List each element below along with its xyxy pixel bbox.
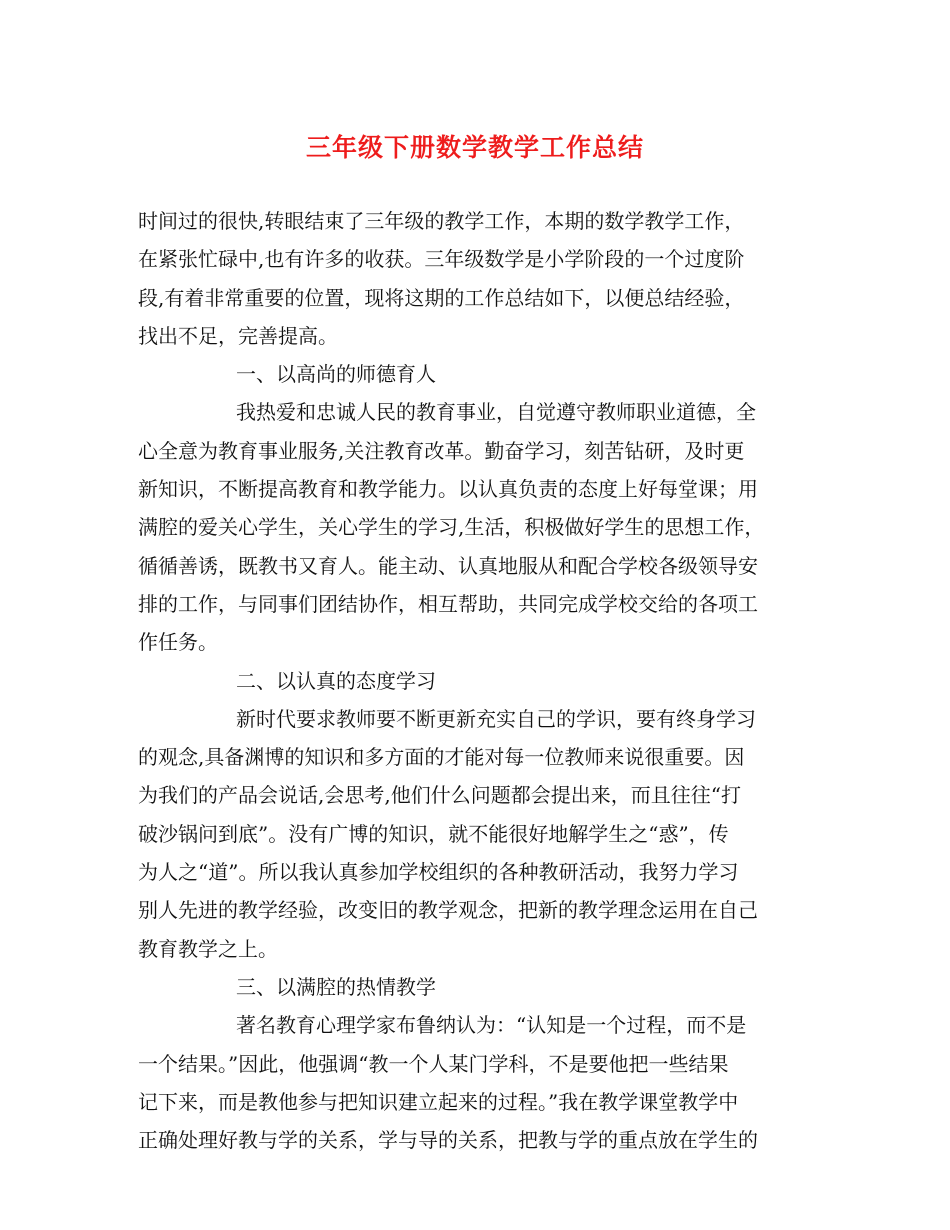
section-heading: 二、以认真的态度学习 (236, 668, 436, 693)
body-line: 满腔的爱关心学生，关心学生的学习,生活，积极做好学生的思想工作， (138, 515, 765, 540)
document-body (138, 202, 828, 1159)
body-line: 记下来，而是教他参与把知识建立起来的过程。”我在教学课堂教学中 (138, 1089, 739, 1114)
body-line: 为我们的产品会说话,会思考,他们什么问题都会提出来，而且往往“打 (138, 783, 741, 808)
section-heading: 一、以高尚的师德育人 (236, 362, 436, 387)
body-line: 在紧张忙碌中,也有许多的收获。三年级数学是小学阶段的一个过度阶 (138, 247, 745, 272)
body-line: 心全意为教育事业服务,关注教育改革。勤奋学习，刻苦钻研，及时更 (138, 438, 745, 463)
section-heading: 三、以满腔的热情教学 (236, 974, 436, 999)
body-line: 新知识，不断提高教育和教学能力。以认真负责的态度上好每堂课；用 (138, 477, 758, 502)
body-line: 排的工作，与同事们团结协作，相互帮助，共同完成学校交给的各项工 (138, 591, 758, 616)
document-title: 三年级下册数学教学工作总结 (305, 133, 644, 162)
body-line: 别人先进的教学经验，改变旧的教学观念，把新的教学理念运用在自己 (138, 898, 758, 923)
body-line: 时间过的很快,转眼结束了三年级的教学工作，本期的数学教学工作， (138, 209, 745, 233)
body-line: 找出不足，完善提高。 (138, 323, 338, 348)
body-line: 教育教学之上。 (138, 936, 278, 961)
body-line: 循循善诱，既教书又育人。能主动、认真地服从和配合学校各级领导安 (138, 553, 758, 578)
body-line: 段,有着非常重要的位置，现将这期的工作总结如下，以便总结经验， (138, 285, 745, 310)
body-line: 为人之“道”。所以我认真参加学校组织的各种教研活动，我努力学习 (138, 860, 739, 885)
body-line: 正确处理好教与学的关系，学与导的关系，把教与学的重点放在学生的 (138, 1128, 758, 1153)
body-line: 著名教育心理学家布鲁纳认为：“认知是一个过程，而不是 (236, 1013, 747, 1038)
body-line: 一个结果。”因此，他强调“教一个人某门学科，不是要他把一些结果 (138, 1051, 729, 1076)
body-line: 新时代要求教师要不断更新充实自己的学识，要有终身学习 (236, 706, 756, 731)
body-line: 破沙锅问到底”。没有广博的知识，就不能很好地解学生之“惑”，传 (138, 821, 729, 846)
body-line: 的观念,具备渊博的知识和多方面的才能对每一位教师来说很重要。因 (138, 745, 745, 770)
body-line: 我热爱和忠诚人民的教育事业，自觉遵守教师职业道德，全 (236, 400, 756, 425)
body-line: 作任务。 (138, 630, 218, 655)
